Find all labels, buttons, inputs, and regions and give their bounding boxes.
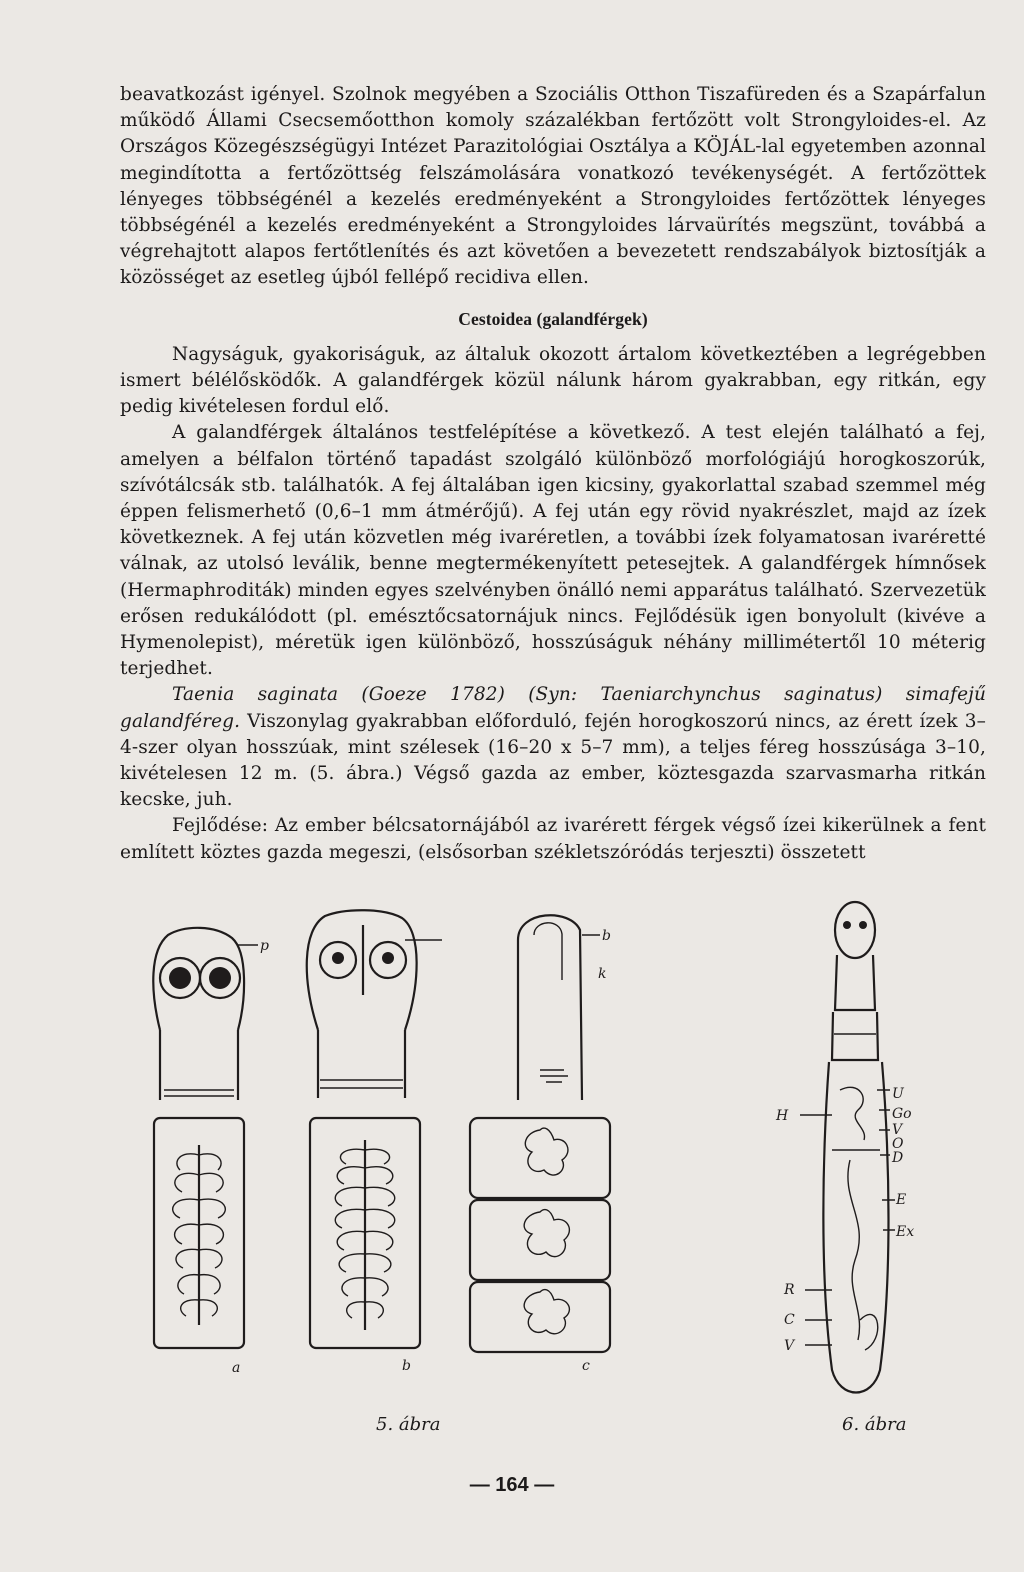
figure-6-worm <box>775 902 914 1393</box>
label-C: C <box>784 1312 795 1328</box>
label-c: c <box>582 1358 590 1374</box>
figure-5b-segment <box>310 1118 420 1374</box>
label-V2: V <box>784 1338 795 1354</box>
paragraph-3: A galandférgek általános testfelépítése a következő. A test elején található a fej, amelyen a bélfalon történő tapadást szolgáló különböző morfológiájú horogkoszorúk, szívótálcsák stb. találhatók. A fej általában igen kicsiny, gyakorlattal szabad szemmel még éppen felismerhető (0,6–1 mm átmérőjű). A fej után egy rövid nyakrészlet, majd az ízek következnek. A fej után közvetlen még ivaréretlen, a további ízek folyamatosan ivaréretté válnak, az utolsó leválik, benne megtermékenyített petesejtek. A galandférgek hímnősek (Hermaphroditák) minden egyes szelvényben önálló nemi apparátus található. Szervezetük erősen redukálódott (pl. emésztőcsatornájuk nincs. Fejlődésük igen bonyolult (kivéve a Hymenolepist), méretük igen különböző, hosszúságuk néhány millimétertől 10 méterig terjedhet. <box>120 422 986 680</box>
paragraph-5: Fejlődése: Az ember bélcsatornájából az ivarérett férgek végső ízei kikerülnek a fent említett köztes gazda megeszi, (elsősorban székletszóródás terjeszti) összetett <box>120 815 986 863</box>
figure-6-caption: 6. ábra <box>842 1414 907 1435</box>
paragraph-1: beavatkozást igényel. Szolnok megyében a Szociális Otthon Tiszafüreden és a Szapárfalun működő Állami Csecsemőotthon komoly százalékban fertőzött volt Strongyloides-el. Az Országos Közegészségügyi Intézet Parazitológiai Osztálya a KÖJÁL-lal egyetemben azonnal megindította a fertőzöttség felszámolására vonatkozó tevékenységét. A fertőzöttek lényeges többségénél a kezelés eredményeként a Strongyloides fertőzöttek lényeges többségénél a kezelés eredményeként a Strongyloides lárvaürítés megszünt, továbbá a végrehajtott alapos fertőtlenítés és azt követően a bevezetett rendszabályok biztosítják a közösséget az esetleg újból fellépő recidiva ellen. <box>120 84 986 289</box>
label-b-small: b <box>602 928 611 944</box>
body-text <box>120 82 986 866</box>
label-E: E <box>896 1192 907 1208</box>
paragraph-2: Nagyságuk, gyakoriságuk, az általuk okozott ártalom következtében a legrégebben ismert bélélősködők. A galandférgek közül nálunk három gyakrabban, egy ritkán, egy pedig kivételesen fordul elő. <box>120 343 986 418</box>
label-k: k <box>598 966 607 982</box>
tapeworm-illustrations <box>120 900 1000 1420</box>
label-R: R <box>784 1282 795 1298</box>
figure-5a-segment <box>154 1118 244 1376</box>
page-number: — 164 — <box>469 1474 555 1496</box>
label-Ex: Ex <box>896 1224 915 1240</box>
species-description: Viszonylag gyakrabban előforduló, fején horogkoszorú nincs, az érett ízek 3–4-szer olyan hosszúak, mint szélesek (16–20 x 5–7 mm), a teljes féreg hosszúsága 3–10, kivételesen 12 m. (5. ábra.) Végső gazda az ember, köztesgazda szarvasmarha ritkán kecske, juh. <box>120 710 986 811</box>
label-b: b <box>402 1358 411 1374</box>
label-a: a <box>232 1360 241 1376</box>
label-H: H <box>776 1108 789 1124</box>
species-name: Taenia saginata (Goeze 1782) (Syn: Taeniarchynchus saginatus) simafejű galandféreg. <box>120 684 986 732</box>
label-O: O <box>892 1136 904 1152</box>
label-U: U <box>892 1086 904 1102</box>
section-heading: Cestoidea (galandférgek) <box>458 308 648 329</box>
figure-5a-scolex <box>153 928 269 1100</box>
figure-5-caption: 5. ábra <box>376 1414 441 1435</box>
label-D: D <box>892 1150 904 1166</box>
label-Go: Go <box>892 1106 912 1122</box>
label-p: p <box>260 938 269 954</box>
label-V: V <box>892 1122 903 1138</box>
figure-5b-scolex <box>307 910 442 1098</box>
figure-area <box>120 900 1000 1420</box>
paragraph-4 <box>120 682 986 813</box>
figure-5c-head <box>518 915 611 1100</box>
figure-5c-segments <box>470 1118 610 1374</box>
